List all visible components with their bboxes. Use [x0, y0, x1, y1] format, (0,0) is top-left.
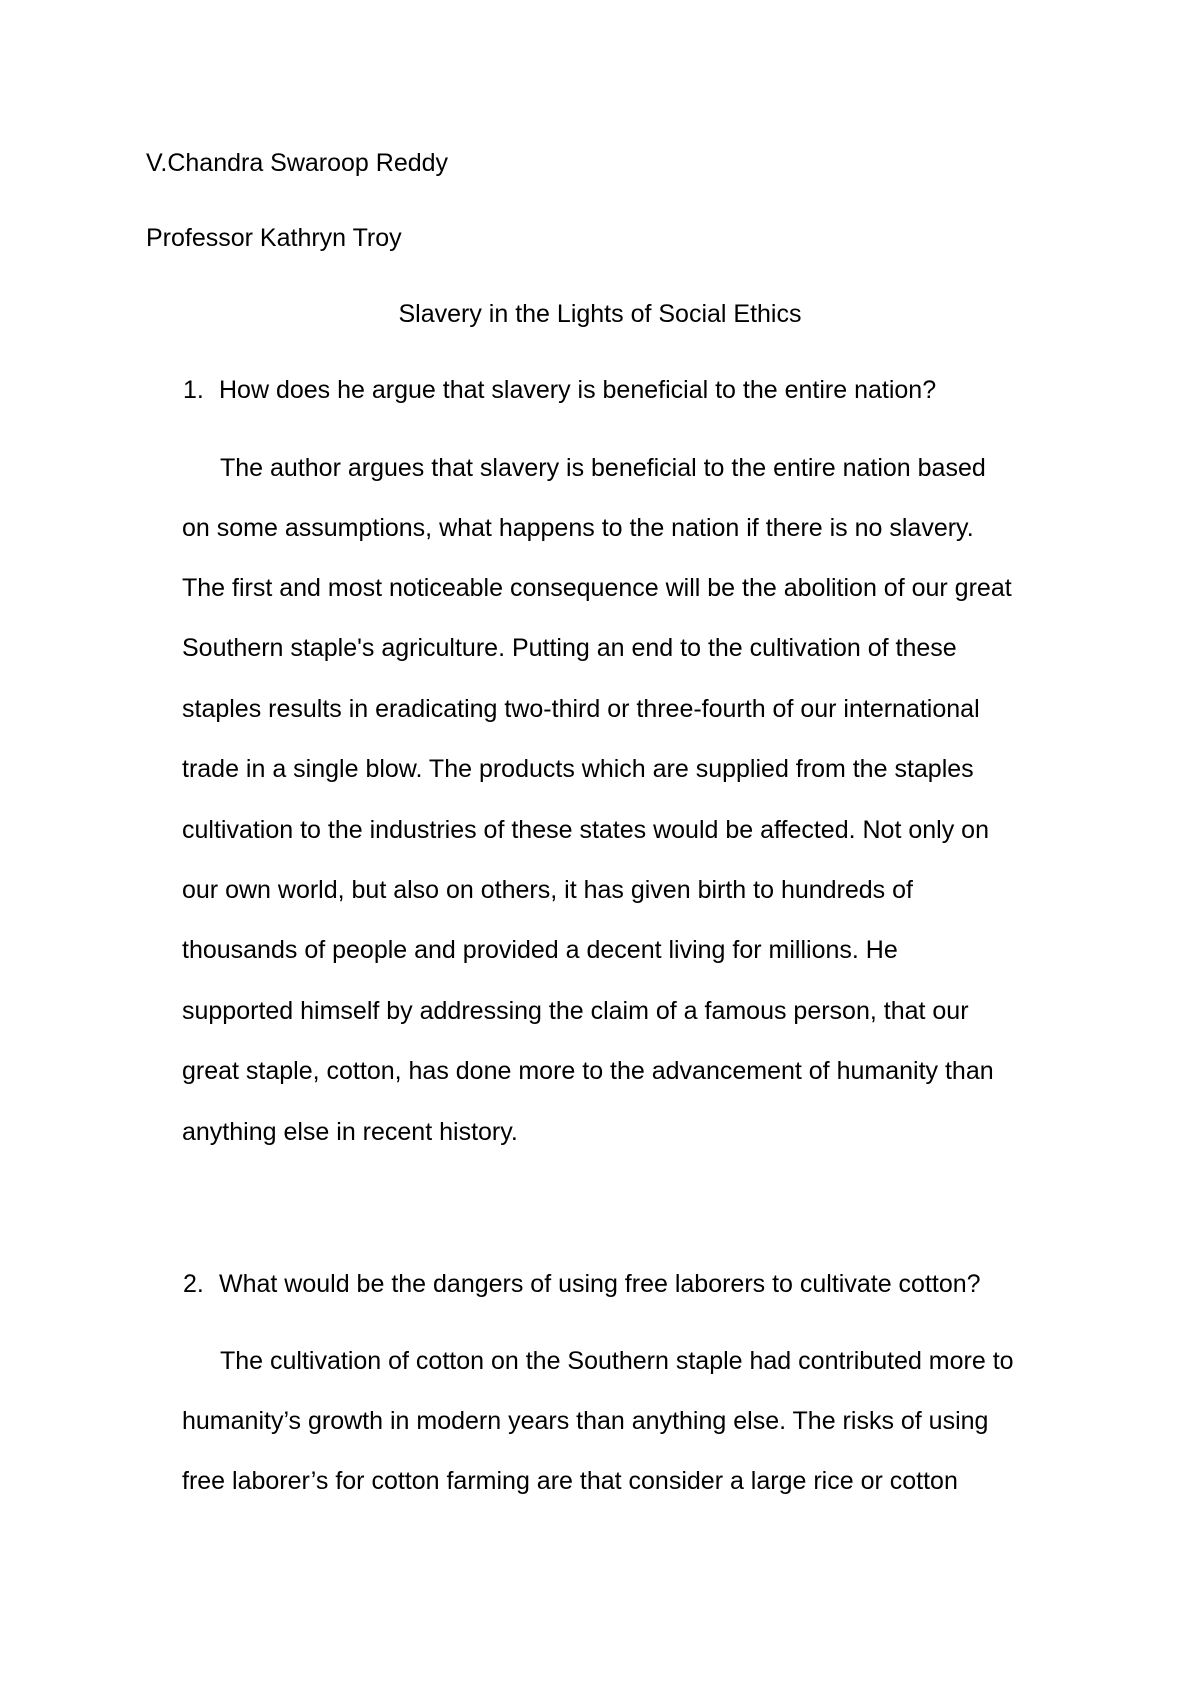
- question-2-text: What would be the dangers of using free laborers to cultivate cotton?: [219, 1270, 981, 1298]
- question-1-text: How does he argue that slavery is beneficial to the entire nation?: [219, 376, 937, 404]
- answer-1-line: supported himself by addressing the claim of a famous person, that our: [182, 997, 969, 1025]
- answer-2-line: The cultivation of cotton on the Southern staple had contributed more to: [220, 1347, 1014, 1375]
- question-2-number: 2.: [183, 1270, 204, 1298]
- answer-1-line: great staple, cotton, has done more to the advancement of humanity than: [182, 1057, 994, 1085]
- answer-2-line: free laborer’s for cotton farming are that consider a large rice or cotton: [182, 1467, 958, 1495]
- answer-1-line: our own world, but also on others, it has given birth to hundreds of: [182, 876, 913, 904]
- question-1-number: 1.: [183, 376, 204, 404]
- answer-1-line: The author argues that slavery is beneficial to the entire nation based: [220, 454, 986, 482]
- answer-1-line: staples results in eradicating two-third or three-fourth of our international: [182, 695, 980, 723]
- student-name: V.Chandra Swaroop Reddy: [146, 149, 449, 177]
- answer-1-line: on some assumptions, what happens to the nation if there is no slavery.: [182, 514, 974, 542]
- answer-1-line: cultivation to the industries of these states would be affected. Not only on: [182, 816, 989, 844]
- answer-2-line: humanity’s growth in modern years than anything else. The risks of using: [182, 1407, 989, 1435]
- answer-1-line: Southern staple's agriculture. Putting an end to the cultivation of these: [182, 634, 957, 662]
- answer-1-line: The first and most noticeable consequence will be the abolition of our great: [182, 574, 1012, 602]
- professor-name: Professor Kathryn Troy: [146, 224, 402, 252]
- answer-1-line: thousands of people and provided a decent living for millions. He: [182, 936, 898, 964]
- answer-1-line: anything else in recent history.: [182, 1118, 518, 1146]
- document-title: Slavery in the Lights of Social Ethics: [398, 300, 802, 328]
- answer-1-line: trade in a single blow. The products which are supplied from the staples: [182, 755, 974, 783]
